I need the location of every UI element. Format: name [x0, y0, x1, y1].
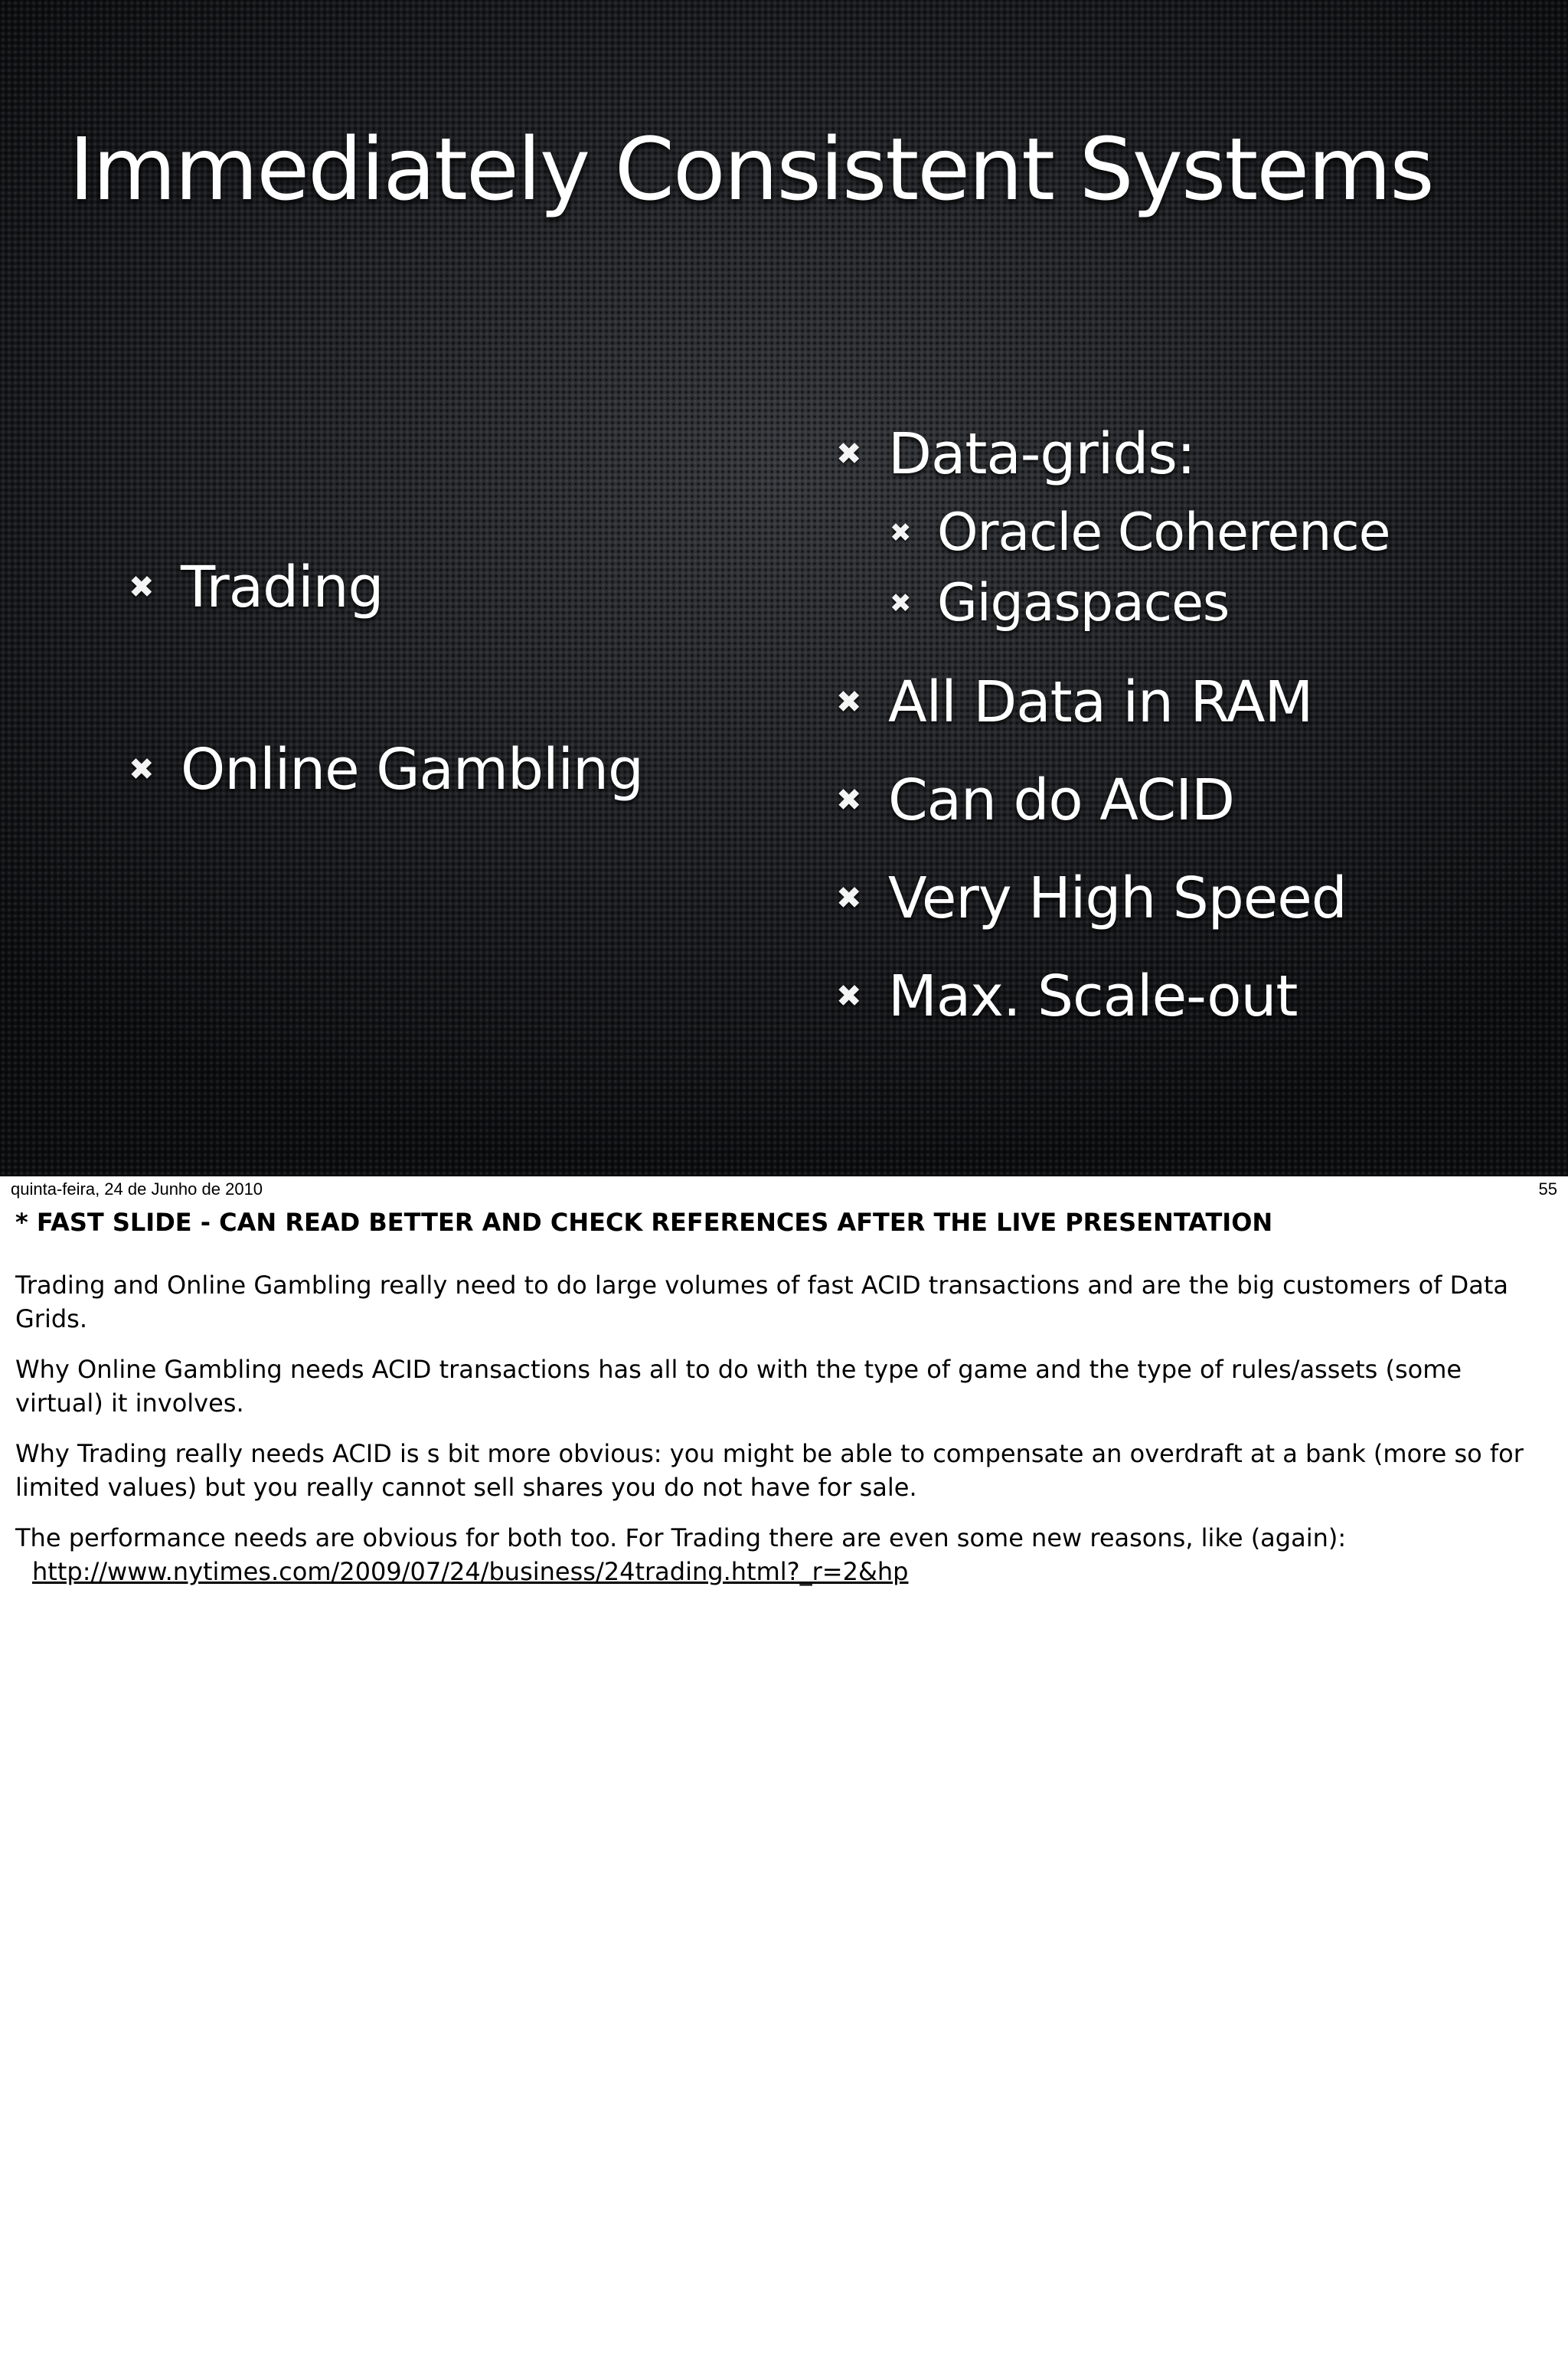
notes-paragraph: Why Trading really needs ACID is s bit more obvious: you might be able to compensate an overdraft at a bank (more so for limited values) but you really cannot sell shares you do not have for sale. [15, 1439, 1524, 1502]
footer-page-number: 55 [1538, 1179, 1557, 1199]
bullet-x-icon: ✖ [890, 517, 911, 548]
bullet-x-icon: ✖ [836, 979, 861, 1014]
bullet-label: All Data in RAM [888, 669, 1313, 735]
slide-title: Immediately Consistent Systems [69, 120, 1433, 220]
notes-paragraph: Why Online Gambling needs ACID transactions has all to do with the type of game and the type of rules/assets (some virtual) it involves. [15, 1355, 1462, 1418]
footer-date: quinta-feira, 24 de Junho de 2010 [11, 1179, 263, 1199]
bullet-x-icon: ✖ [836, 437, 861, 472]
bullet-x-icon: ✖ [836, 783, 861, 818]
bullet-online-gambling [129, 737, 643, 803]
nytimes-link[interactable]: http://www.nytimes.com/2009/07/24/business/24trading.html?_r=2&hp [32, 1557, 909, 1586]
bullet-label: Max. Scale-out [888, 963, 1298, 1029]
bullet-x-icon: ✖ [129, 752, 154, 787]
bullet-x-icon: ✖ [890, 587, 911, 619]
bullet-label: Data-grids: [888, 421, 1195, 487]
bullet-label: Oracle Coherence [937, 502, 1390, 563]
bullet-all-data-in-ram [836, 669, 1312, 735]
bullet-can-do-acid [836, 767, 1234, 833]
bullet-x-icon: ✖ [129, 570, 154, 605]
bullet-label: Gigaspaces [937, 573, 1230, 633]
notes-paragraph: Trading and Online Gambling really need to do large volumes of fast ACID transactions and are the big customers of Data Grids. [15, 1271, 1509, 1333]
bullet-x-icon: ✖ [836, 881, 861, 916]
speaker-notes [15, 1205, 1547, 1605]
bullet-data-grids [836, 421, 1195, 487]
bullet-label: Online Gambling [181, 737, 643, 803]
bullet-label: Very High Speed [888, 865, 1347, 931]
notes-link-line [15, 1555, 1547, 1588]
bullet-x-icon: ✖ [836, 685, 861, 720]
sub-bullet-oracle-coherence [890, 502, 1390, 563]
bullet-max-scale-out [836, 963, 1297, 1029]
bullet-label: Can do ACID [888, 767, 1235, 833]
notes-heading: * FAST SLIDE - CAN READ BETTER AND CHECK REFERENCES AFTER THE LIVE PRESENTATION [15, 1208, 1273, 1237]
bullet-very-high-speed [836, 865, 1347, 931]
notes-paragraph-with-link [15, 1521, 1547, 1588]
bullet-trading [129, 554, 384, 620]
slide-canvas [0, 0, 1568, 1176]
sub-bullet-gigaspaces [890, 573, 1229, 633]
bullet-label: Trading [181, 554, 384, 620]
notes-paragraph: The performance needs are obvious for both too. For Trading there are even some new reasons, like (again): [15, 1523, 1347, 1552]
